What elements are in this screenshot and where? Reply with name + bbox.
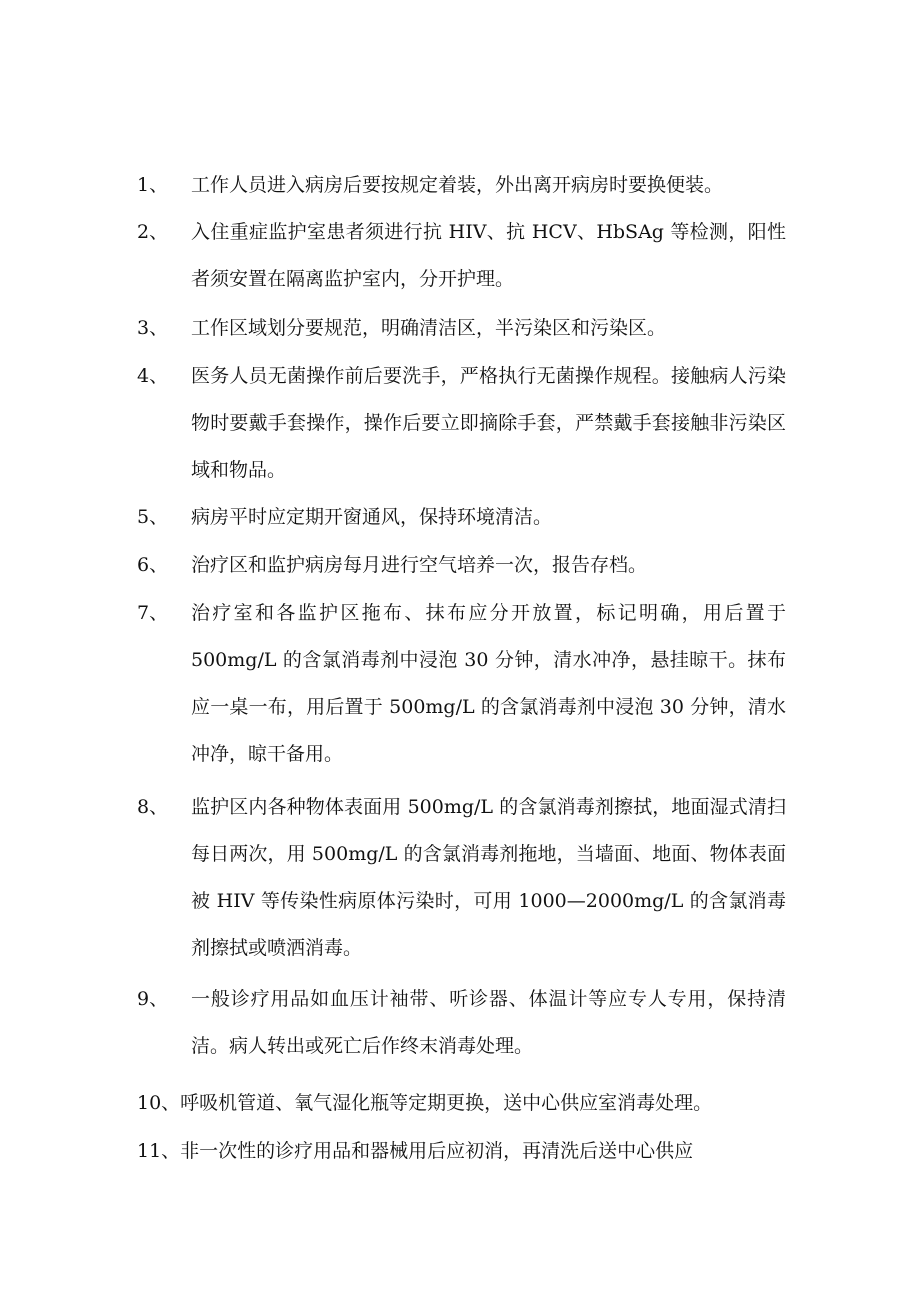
item-number: 5、: [137, 506, 169, 528]
item-number: 4、: [137, 365, 169, 387]
item-text: 病房平时应定期开窗通风，保持环境清洁。: [191, 506, 553, 528]
item-number: 3、: [137, 317, 169, 339]
item-text: 一般诊疗用品如血压计袖带、听诊器、体温计等应专人专用，保持清洁。病人转出或死亡后作终末消毒处理。: [191, 988, 786, 1057]
item-number: 6、: [137, 554, 169, 576]
item-text: 工作人员进入病房后要按规定着装，外出离开病房时要换便装。: [191, 174, 724, 196]
item-text: 工作区域划分要规范，明确清洁区，半污染区和污染区。: [191, 317, 667, 339]
item-number: 2、: [137, 221, 169, 243]
item-text: 治疗区和监护病房每月进行空气培养一次，报告存档。: [191, 554, 648, 576]
item-number: 7、: [137, 602, 169, 624]
item-number: 8、: [137, 796, 169, 818]
item-text: 监护区内各种物体表面用 500mg/L 的含氯消毒剂擦拭，地面湿式清扫每日两次，用 500mg/L 的含氯消毒剂拖地，当墙面、地面、物体表面被 HIV 等传染性病原体污染时，可用 1000—2000mg/L 的含氯消毒剂擦拭或喷洒消毒。: [191, 796, 786, 959]
item-text: 入住重症监护室患者须进行抗 HIV、抗 HCV、HbSAg 等检测，阳性者须安置在隔离监护室内，分开护理。: [191, 221, 786, 290]
item-text: 治疗室和各监护区拖布、抹布应分开放置，标记明确，用后置于500mg/L 的含氯消毒剂中浸泡 30 分钟，清水冲净，悬挂晾干。抹布应一桌一布，用后置于 500mg/L 的含氯消毒剂中浸泡 30 分钟，清水冲净，晾干备用。: [191, 602, 786, 765]
item-text: 11、非一次性的诊疗用品和器械用后应初消，再清洗后送中心供应: [137, 1140, 694, 1162]
item-number: 9、: [137, 988, 169, 1010]
item-number: 1、: [137, 174, 169, 196]
item-text: 医务人员无菌操作前后要洗手，严格执行无菌操作规程。接触病人污染物时要戴手套操作，操作后要立即摘除手套，严禁戴手套接触非污染区域和物品。: [191, 365, 786, 481]
item-text: 10、呼吸机管道、氧气湿化瓶等定期更换，送中心供应室消毒处理。: [137, 1092, 713, 1114]
